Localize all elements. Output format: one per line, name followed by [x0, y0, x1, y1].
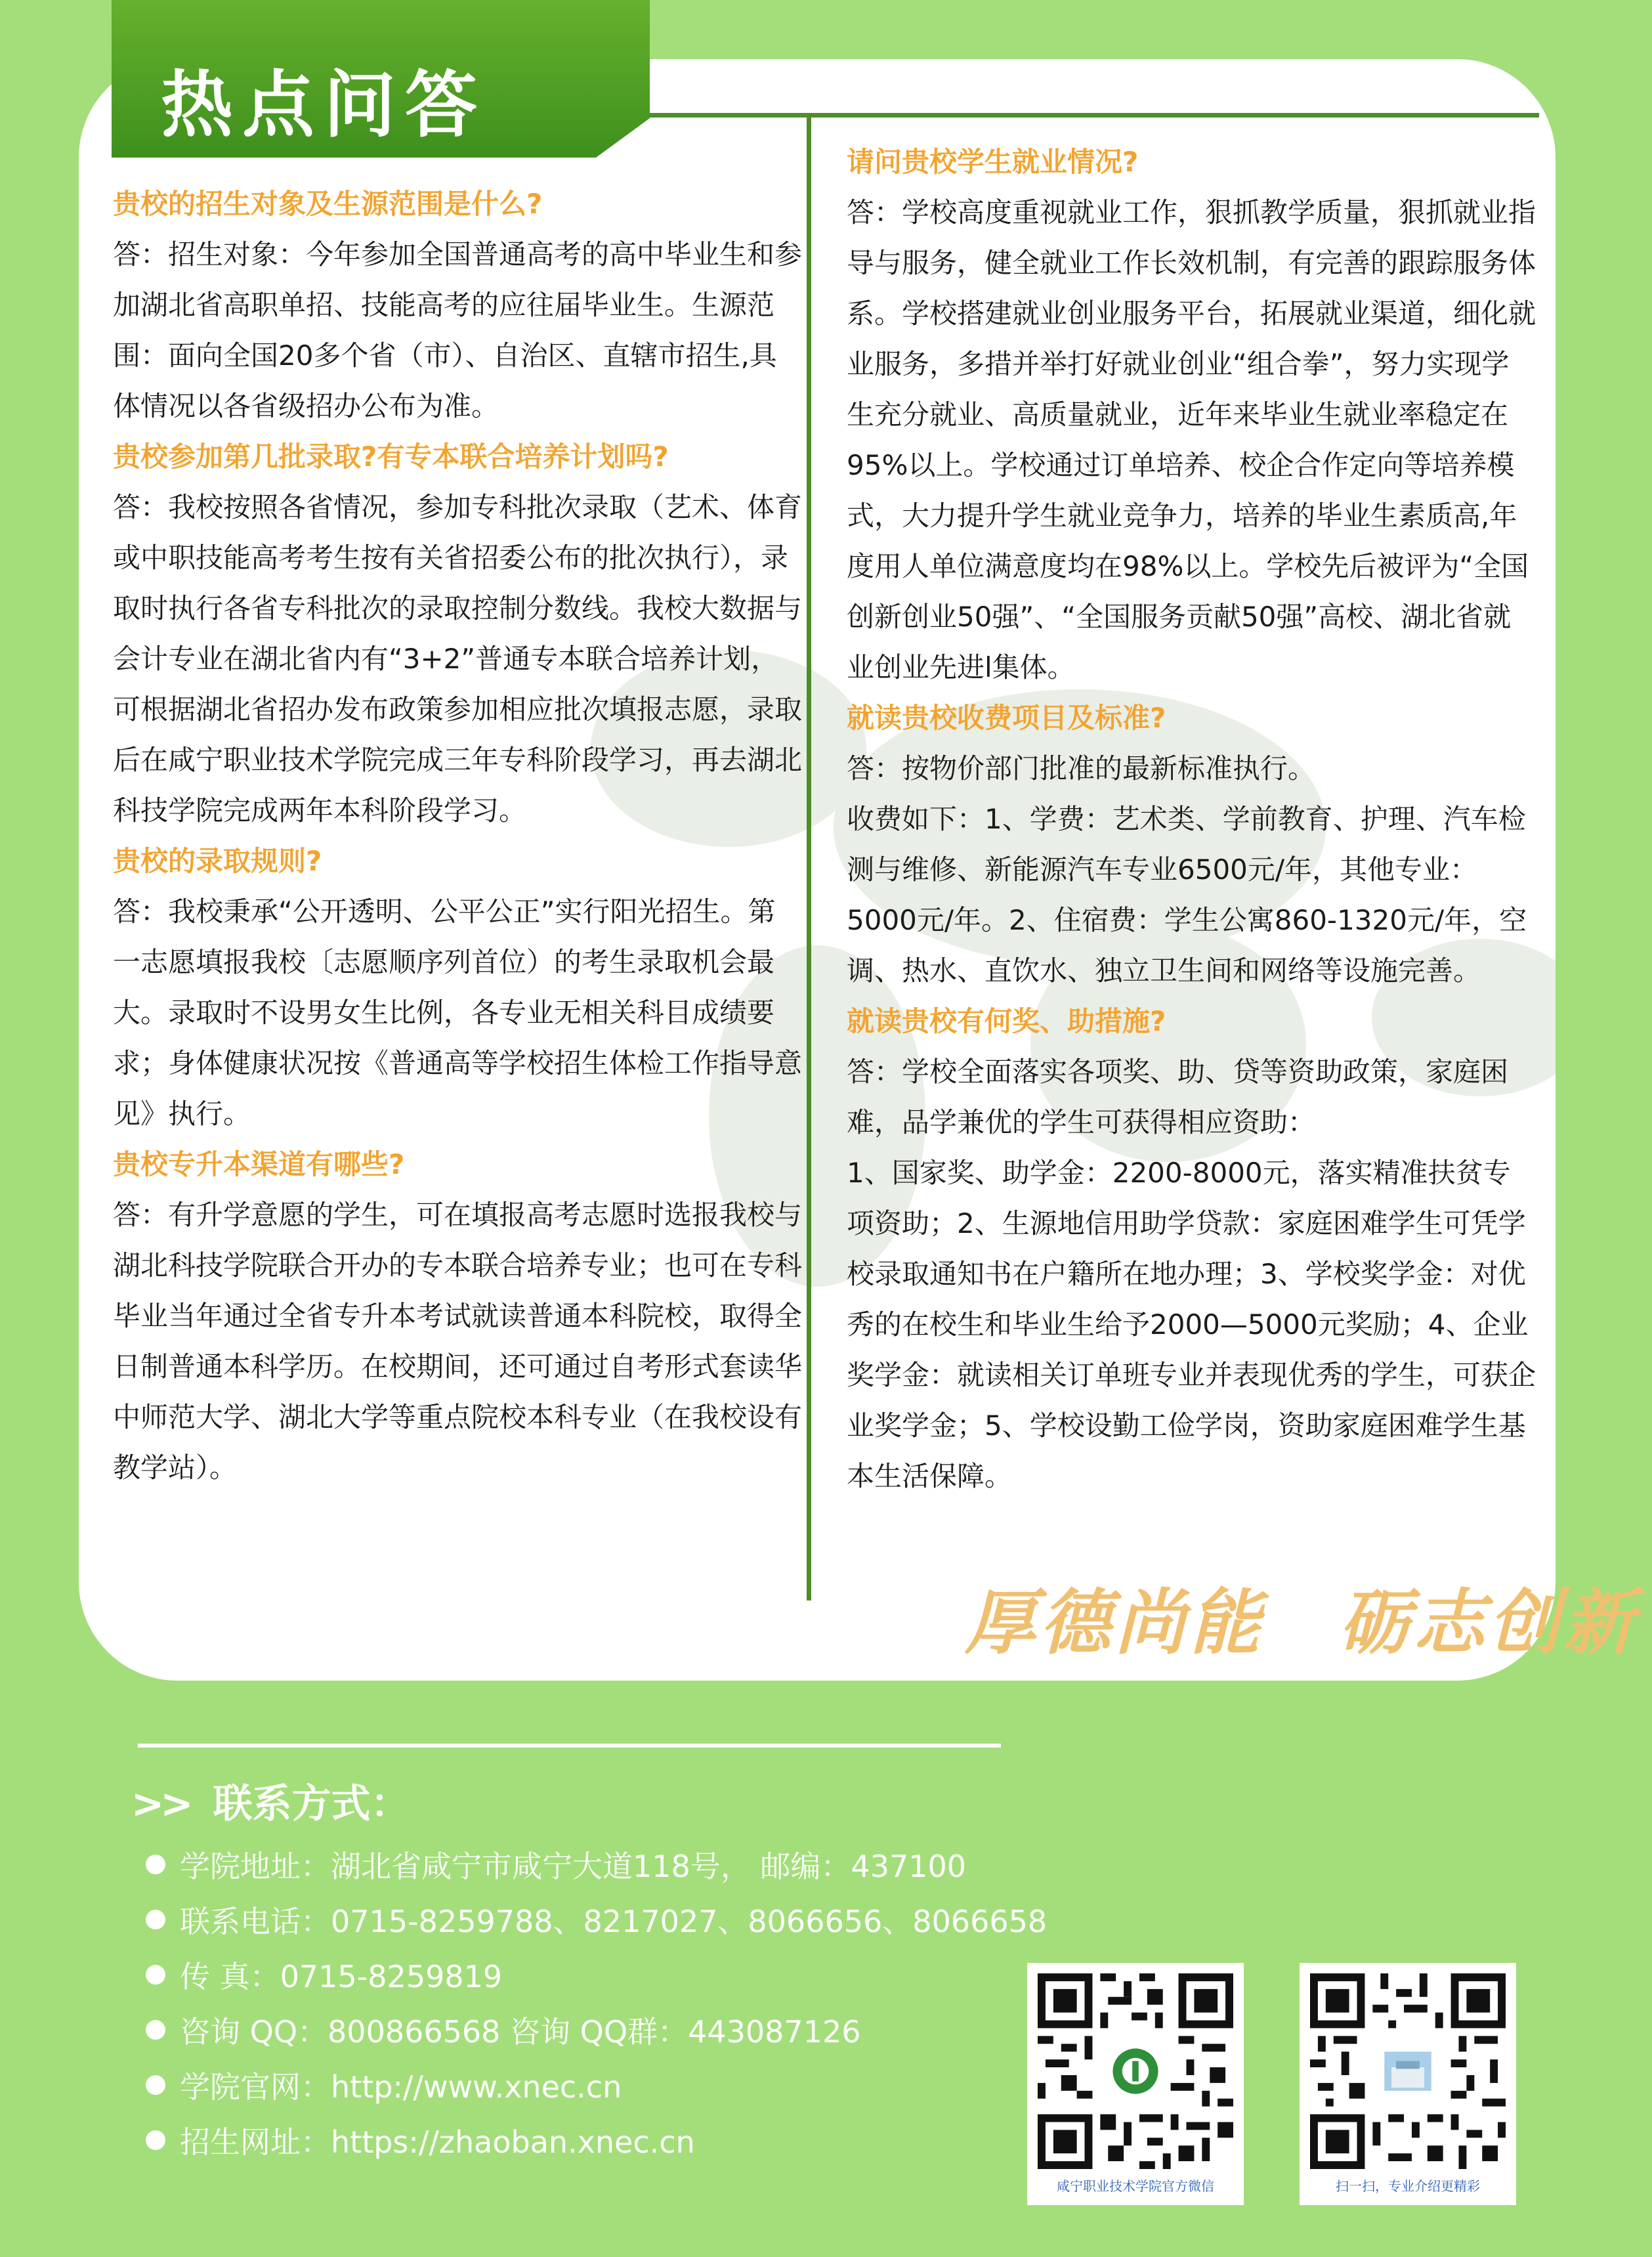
- contact-item-admission-site[interactable]: [146, 2113, 1047, 2168]
- title-rule: [650, 113, 1539, 118]
- contact-text: 招生网址：https://zhaoban.xnec.cn: [180, 2124, 695, 2160]
- contact-title: 联系方式：: [213, 1781, 410, 1827]
- qr-code-icon: [1038, 1973, 1233, 2169]
- faq-answer: [847, 187, 1536, 693]
- faq-answer-paragraph: 答：我校按照各省情况，参加专科批次录取（艺术、体育或中职技能高考考生按有关省招委公布的批次执行），录取时执行各省专科批次的录取控制分数线。我校大数据与会计专业在湖北省内有“3+2”普通专本联合培养计划，可根据湖北省招办发布政策参加相应批次填报志愿，录取后在咸宁职业技术学院完成三年专科阶段学习，再去湖北科技学院完成两年本科阶段学习。: [113, 491, 803, 827]
- double-chevron-icon: >>: [131, 1781, 190, 1827]
- faq-question: 贵校专升本渠道有哪些?: [113, 1148, 405, 1180]
- faq-answer: [847, 743, 1536, 996]
- contact-text: 学院地址：湖北省咸宁市咸宁大道118号， 邮编：437100: [180, 1849, 967, 1884]
- qr-code-majors[interactable]: [1300, 1963, 1516, 2205]
- contact-heading: [131, 1773, 410, 1829]
- faq-item: [847, 137, 1536, 693]
- contact-divider: [138, 1744, 1001, 1748]
- faq-answer-paragraph: 1、国家奖、助学金：2200-8000元，落实精准扶贫专项资助；2、生源地信用助学贷款：家庭困难学生可凭学校录取通知书在户籍所在地办理；3、学校奖学金：对优秀的在校生和毕业生给予2000—5000元奖励；4、企业奖学金：就读相关订单班专业并表现优秀的学生，可获企业奖学金；5、学校设勤工俭学岗，资助家庭困难学生基本生活保障。: [847, 1157, 1536, 1492]
- faq-item: [113, 1139, 802, 1493]
- faq-question: 贵校参加第几批录取?有专本联合培养计划吗?: [113, 441, 669, 473]
- contact-text: 联系电话：0715-8259788、8217027、8066656、8066658: [180, 1904, 1048, 1939]
- faq-answer: [113, 482, 802, 836]
- faq-answer: [113, 1190, 802, 1493]
- school-motto: 厚德尚能 砺志创新: [965, 1581, 1639, 1664]
- faq-question: 就读贵校收费项目及标准?: [847, 702, 1166, 734]
- contact-item-qq: [146, 2002, 1047, 2057]
- page-title: 热点问答: [161, 63, 486, 147]
- qr-caption: 扫一扫，专业介绍更精彩: [1336, 2178, 1480, 2194]
- contact-item-website[interactable]: [146, 2057, 1047, 2113]
- faq-item: [113, 836, 802, 1139]
- faq-answer-paragraph: 答：有升学意愿的学生，可在填报高考志愿时选报我校与湖北科技学院联合开办的专本联合培养专业；也可在专科毕业当年通过全省专升本考试就读普通本科院校，取得全日制普通本科学历。在校期间，还可通过自考形式套读华中师范大学、湖北大学等重点院校本科专业（在我校设有教学站）。: [113, 1199, 803, 1484]
- faq-answer: [847, 1046, 1536, 1501]
- faq-answer-paragraph: 收费如下：1、学费：艺术类、学前教育、护理、汽车检测与维修、新能源汽车专业6500元/年，其他专业：5000元/年。2、住宿费：学生公寓860-1320元/年，空调、热水、直饮水、独立卫生间和网络等设施完善。: [847, 803, 1527, 987]
- qr-code-wechat[interactable]: [1027, 1963, 1244, 2205]
- bullet-icon: [146, 2020, 165, 2040]
- contact-text: 传 真：0715-8259819: [180, 1959, 503, 1994]
- contact-list: [146, 1837, 1047, 2168]
- faq-answer-paragraph: 答：招生对象：今年参加全国普通高考的高中毕业生和参加湖北省高职单招、技能高考的应往届毕业生。生源范围：面向全国20多个省（市）、自治区、直辖市招生,具体情况以各省级招办公布为准。: [113, 238, 803, 422]
- faq-question: 请问贵校学生就业情况?: [847, 146, 1139, 178]
- faq-item: [113, 179, 802, 431]
- faq-question: 就读贵校有何奖、助措施?: [847, 1005, 1166, 1037]
- faq-item: [847, 693, 1536, 996]
- contact-text: 学院官网：http://www.xnec.cn: [180, 2069, 622, 2105]
- contact-item-address: [146, 1837, 1047, 1892]
- faq-question: 贵校的录取规则?: [113, 845, 322, 877]
- qr-code-icon: [1310, 1973, 1506, 2169]
- faq-answer: [113, 886, 802, 1139]
- faq-answer-paragraph: 答：按物价部门批准的最新标准执行。: [847, 752, 1316, 785]
- bullet-icon: [146, 1965, 165, 1985]
- contact-item-fax: [146, 1947, 1047, 2002]
- faq-item: [847, 996, 1536, 1501]
- column-divider: [807, 117, 811, 1601]
- qr-caption: 咸宁职业技术学院官方微信: [1057, 2178, 1214, 2194]
- bullet-icon: [146, 1910, 165, 1929]
- faq-right-column: [847, 137, 1536, 1501]
- bullet-icon: [146, 1855, 165, 1874]
- faq-question: 贵校的招生对象及生源范围是什么?: [113, 188, 543, 220]
- faq-answer-paragraph: 答：学校高度重视就业工作，狠抓教学质量，狠抓就业指导与服务，健全就业工作长效机制，有完善的跟踪服务体系。学校搭建就业创业服务平台，拓展就业渠道，细化就业服务，多措并举打好就业创业“组合拳”，努力实现学生充分就业、高质量就业，近年来毕业生就业率稳定在95%以上。学校通过订单培养、校企合作定向等培养模式，大力提升学生就业竞争力，培养的毕业生素质高,年度用人单位满意度均在98%以上。学校先后被评为“全国创新创业50强”、“全国服务贡献50强”高校、湖北省就业创业先进l集体。: [847, 196, 1536, 683]
- contact-text: 咨询 QQ：800866568 咨询 QQ群：443087126: [180, 2014, 861, 2050]
- faq-left-column: [113, 179, 802, 1493]
- faq-answer-paragraph: 答：我校秉承“公开透明、公平公正”实行阳光招生。第一志愿填报我校〔志愿顺序列首位）的考生录取机会最大。录取时不设男女生比例，各专业无相关科目成绩要求；身体健康状况按《普通高等学校招生体检工作指导意见》执行。: [113, 895, 803, 1130]
- faq-answer-paragraph: 答：学校全面落实各项奖、助、贷等资助政策，家庭困难，品学兼优的学生可获得相应资助：: [847, 1056, 1509, 1138]
- bullet-icon: [146, 2075, 165, 2095]
- faq-item: [113, 431, 802, 836]
- contact-item-phone: [146, 1892, 1047, 1947]
- bullet-icon: [146, 2130, 165, 2150]
- faq-answer: [113, 229, 802, 431]
